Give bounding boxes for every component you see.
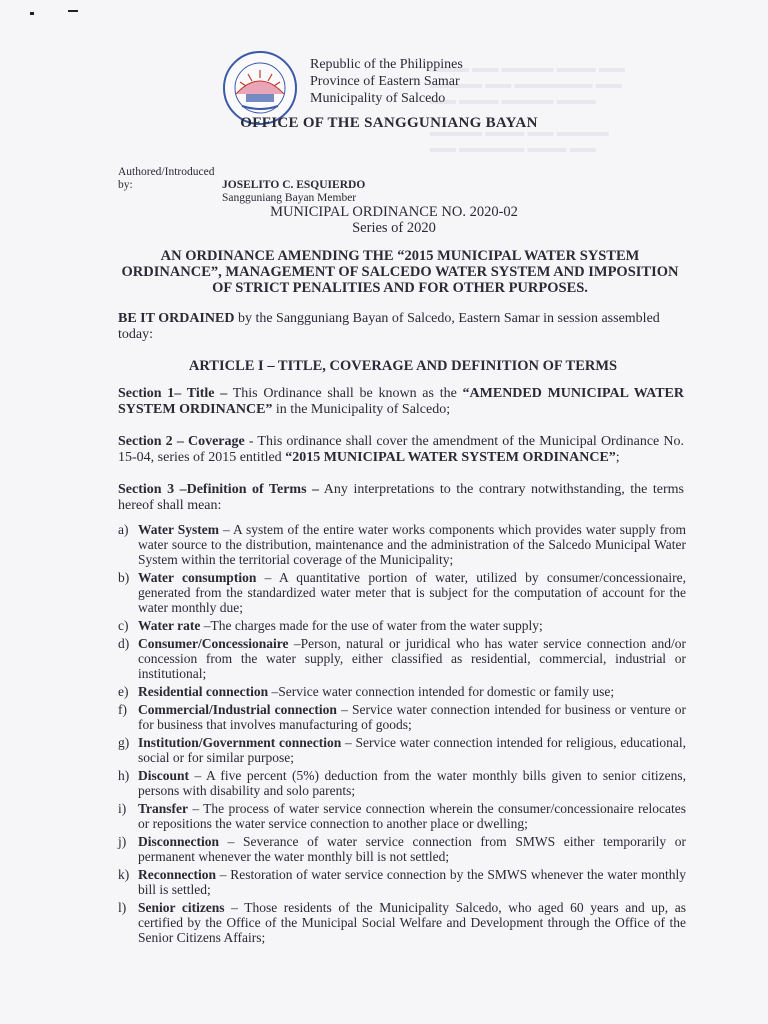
list-item: [118, 834, 686, 864]
definition-term: Consumer/Concessionaire: [138, 636, 289, 651]
article-heading: ARTICLE I – TITLE, COVERAGE AND DEFINITION OF TERMS: [188, 358, 618, 374]
definition-term: Discount: [138, 768, 190, 783]
header-line-2: Province of Eastern Samar: [310, 74, 460, 89]
list-item: [118, 768, 686, 798]
definition-text: – A quantitative portion of water, utilized by consumer/concessionaire, generated from the standardized water meter that is subject for the computation of account for the water monthly due;: [138, 570, 686, 615]
definition-text: – Service water connection intended for religious, educational, social or for similar purpose;: [138, 735, 686, 765]
list-marker: g): [118, 735, 130, 750]
definition-text: – A five percent (5%) deduction from the water monthly bills given to senior citizens, persons with disability and solo parents;: [138, 768, 686, 798]
list-item: [118, 735, 686, 765]
ordinance-title: AN ORDINANCE AMENDING THE “2015 MUNICIPAL WATER SYSTEM ORDINANCE”, MANAGEMENT OF SALCEDO WATER SYSTEM AND IMPOSITION OF STRICT PENALITIES AND FOR OTHER PURPOSES.: [121, 248, 679, 296]
section-1: [118, 386, 684, 418]
section-2-text: - This ordinance shall cover the amendment of the Municipal Ordinance No. 15-04, series of 2015 entitled: [118, 434, 684, 465]
definition-text: – A system of the entire water works components which provides water supply from water source to the distribution, maintenance and the administration of the Salcedo Municipal Water System within the territorial coverage of the Municipality;: [138, 522, 686, 567]
definition-term: Water System: [138, 522, 219, 537]
list-marker: i): [118, 801, 127, 816]
enacting-lead: BE IT ORDAINED: [118, 311, 235, 326]
ordinance-number-block: [0, 204, 768, 236]
list-marker: a): [118, 522, 129, 537]
enacting-clause: [118, 311, 686, 343]
definition-term: Disconnection: [138, 834, 219, 849]
section-2-heading: Section 2 – Coverage: [118, 434, 245, 449]
list-item: [118, 900, 686, 945]
list-item: [118, 801, 686, 831]
section-3-text: Any interpretations to the contrary notwithstanding, the terms hereof shall mean:: [118, 482, 684, 513]
list-item: [118, 702, 686, 732]
enacting-text: by the Sangguniang Bayan of Salcedo, Eastern Samar in session assembled today:: [118, 311, 660, 342]
definition-text: – Those residents of the Municipality Salcedo, who aged 60 years and up, as certified by the Office of the Municipal Social Welfare and Development through the Office of the Senior Citizens Affairs;: [138, 900, 687, 945]
list-marker: k): [118, 867, 130, 882]
list-marker: h): [118, 768, 130, 783]
definition-text: – Restoration of water service connection by the SMWS whenever the water monthly bill is settled;: [138, 867, 686, 897]
definition-term: Residential connection: [138, 684, 269, 699]
section-1-bold: “AMENDED MUNICIPAL WATER SYSTEM ORDINANCE”: [118, 386, 684, 417]
list-item: [118, 867, 686, 897]
section-3-heading: Section 3 –Definition of Terms –: [118, 482, 320, 497]
ordinance-series: Series of 2020: [352, 220, 436, 236]
definition-text: – Service water connection intended for business or venture or for business that involves manufacturing of goods;: [138, 702, 687, 732]
list-marker: d): [118, 636, 130, 651]
definition-text: – The process of water service connection wherein the consumer/concessionaire relocates or repositions the water service connection to another place or dwelling;: [138, 801, 686, 831]
author-name: JOSELITO C. ESQUIERDO: [222, 179, 366, 191]
list-item: [118, 636, 686, 681]
ordinance-number: MUNICIPAL ORDINANCE NO. 2020-02: [270, 204, 518, 220]
corner-scan-mark: [30, 10, 80, 16]
list-item: [118, 522, 686, 567]
header-line-3: Municipality of Salcedo: [310, 91, 446, 106]
section-1-text: This Ordinance shall be known as the: [227, 386, 463, 401]
list-marker: b): [118, 570, 130, 585]
list-marker: e): [118, 684, 129, 699]
section-2-tail: ;: [615, 450, 620, 465]
definition-term: Commercial/Industrial connection: [138, 702, 337, 717]
definition-term: Senior citizens: [138, 900, 225, 915]
list-marker: l): [118, 900, 127, 915]
definition-term: Institution/Government connection: [138, 735, 342, 750]
list-marker: j): [118, 834, 127, 849]
author-role: Sangguniang Bayan Member: [222, 192, 357, 204]
header-line-1: Republic of the Philippines: [310, 57, 463, 72]
definition-term: Transfer: [138, 801, 188, 816]
definition-text: –Person, natural or juridical who has water service connection and/or concession from the water supply, either classified as residential, commercial, industrial or institutional;: [138, 636, 686, 681]
bleed-through-decoration: ▬▬▬ ▬▬ ▬▬▬▬ ▬▬▬ ▬▬ ▬▬▬▬ ▬▬ ▬▬▬▬▬▬ ▬▬ ▬▬ ▬▬▬ ▬▬▬▬ ▬▬▬ ▬▬▬▬ ▬▬▬ ▬▬ ▬▬▬▬ ▬▬ ▬▬▬▬▬ ▬▬▬ ▬▬: [430, 60, 625, 155]
list-item: [118, 618, 686, 633]
section-2: [118, 434, 684, 466]
list-item: [118, 570, 686, 615]
author-label: Authored/Introduced by:: [118, 166, 215, 191]
definition-text: – Severance of water service connection from SMWS either temporarily or permanent whenever the water monthly bill is not settled;: [138, 834, 686, 864]
definition-term: Water consumption: [138, 570, 257, 585]
list-item: [118, 684, 686, 699]
section-1-heading: Section 1– Title –: [118, 386, 228, 401]
definition-text: –The charges made for the use of water from the water supply;: [200, 618, 543, 633]
section-1-tail: in the Municipality of Salcedo;: [272, 402, 451, 417]
list-marker: c): [118, 618, 129, 633]
list-marker: f): [118, 702, 127, 717]
section-3: [118, 482, 684, 514]
definition-term: Reconnection: [138, 867, 216, 882]
definition-term: Water rate: [138, 618, 201, 633]
definitions-list: [118, 522, 686, 948]
office-title: OFFICE OF THE SANGGUNIANG BAYAN: [240, 115, 538, 131]
republic-header: [310, 56, 463, 107]
section-2-bold: “2015 MUNICIPAL WATER SYSTEM ORDINANCE”: [285, 450, 616, 465]
definition-text: –Service water connection intended for domestic or family use;: [268, 684, 615, 699]
author-block: [118, 166, 365, 205]
